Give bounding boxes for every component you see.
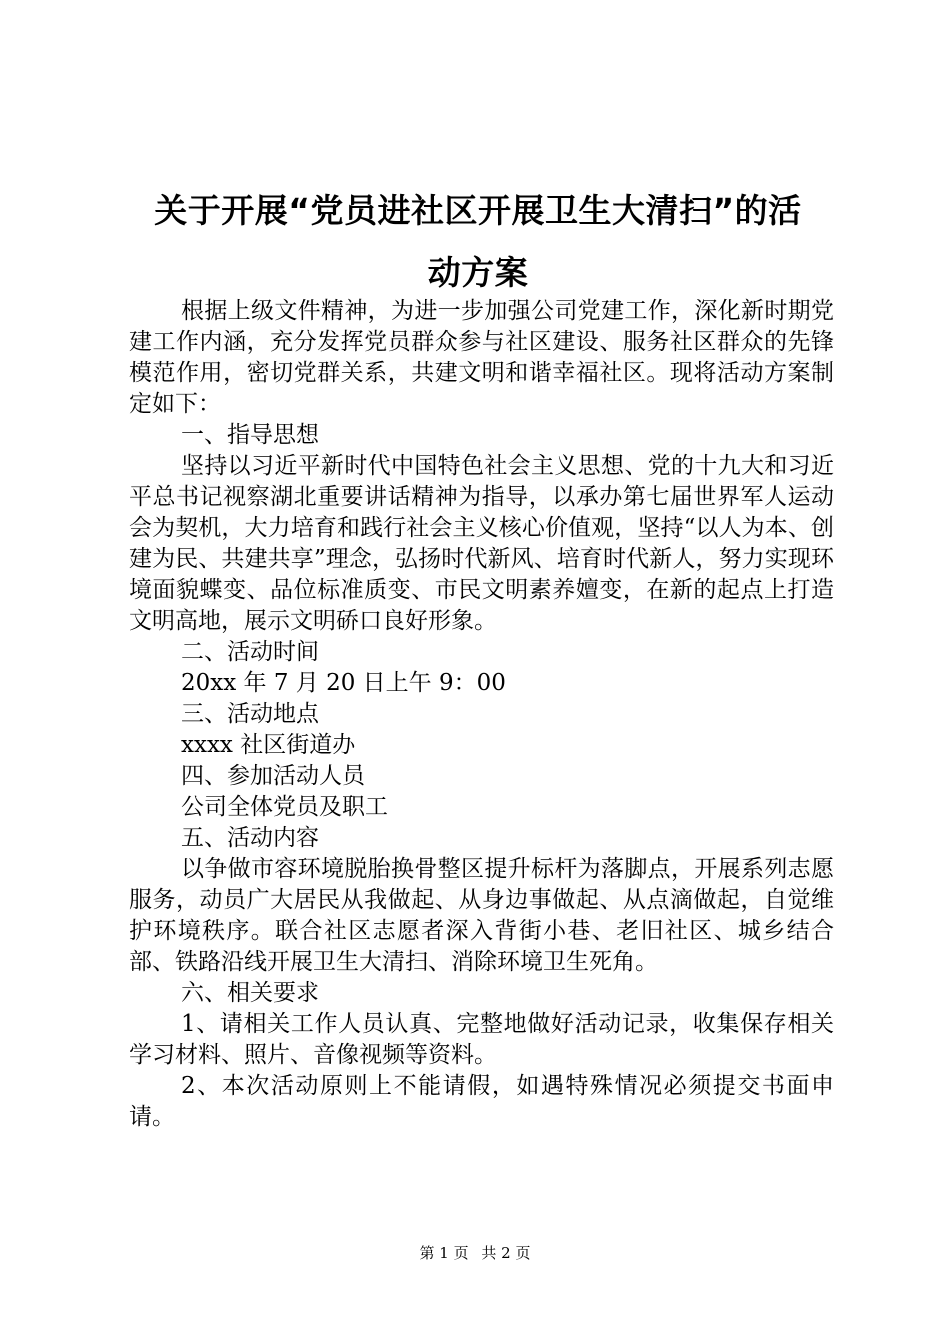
page-footer (0, 1242, 950, 1264)
document-body (129, 296, 834, 1133)
section-heading-activity-time: 二、活动时间 (181, 639, 319, 665)
document-title-line2: 动方案 (427, 253, 529, 292)
activity-time-text: 20xx 年 7 月 20 日上午 9：00 (181, 670, 506, 696)
participants-text: 公司全体党员及职工 (181, 794, 388, 820)
activity-location-text: xxxx 社区街道办 (181, 732, 356, 758)
section-heading-participants: 四、参加活动人员 (181, 763, 365, 789)
requirement-item-1: 1、请相关工作人员认真、完整地做好活动记录，收集保存相关学习材料、照片、音像视频等资料。 (129, 1011, 834, 1068)
document-title-line1: 关于开展“党员进社区开展卫生大清扫”的活 (154, 191, 802, 230)
page-number-total: 共 2 页 (481, 1244, 531, 1262)
section-heading-guiding-thought: 一、指导思想 (181, 422, 319, 448)
page-number-current: 第 1 页 (419, 1244, 469, 1262)
section-heading-activity-location: 三、活动地点 (181, 701, 319, 727)
section-heading-activity-content: 五、活动内容 (181, 825, 319, 851)
requirement-item-2: 2、本次活动原则上不能请假，如遇特殊情况必须提交书面申请。 (129, 1073, 834, 1130)
section-heading-requirements: 六、相关要求 (181, 980, 319, 1006)
intro-paragraph: 根据上级文件精神，为进一步加强公司党建工作，深化新时期党建工作内涵，充分发挥党员群众参与社区建设、服务社区群众的先锋模范作用，密切党群关系，共建文明和谐幸福社区。现将活动方案制定如下： (129, 298, 834, 417)
activity-content-paragraph: 以争做市容环境脱胎换骨整区提升标杆为落脚点，开展系列志愿服务，动员广大居民从我做起、从身边事做起、从点滴做起，自觉维护环境秩序。联合社区志愿者深入背街小巷、老旧社区、城乡结合部、铁路沿线开展卫生大清扫、消除环境卫生死角。 (129, 856, 834, 975)
guiding-thought-paragraph: 坚持以习近平新时代中国特色社会主义思想、党的十九大和习近平总书记视察湖北重要讲话精神为指导，以承办第七届世界军人运动会为契机，大力培育和践行社会主义核心价值观，坚持“以人为本、创建为民、共建共享”理念，弘扬时代新风、培育时代新人，努力实现环境面貌蝶变、品位标准质变、市民文明素养嬗变，在新的起点上打造文明高地，展示文明硚口良好形象。 (129, 453, 834, 634)
document-title (120, 180, 836, 304)
